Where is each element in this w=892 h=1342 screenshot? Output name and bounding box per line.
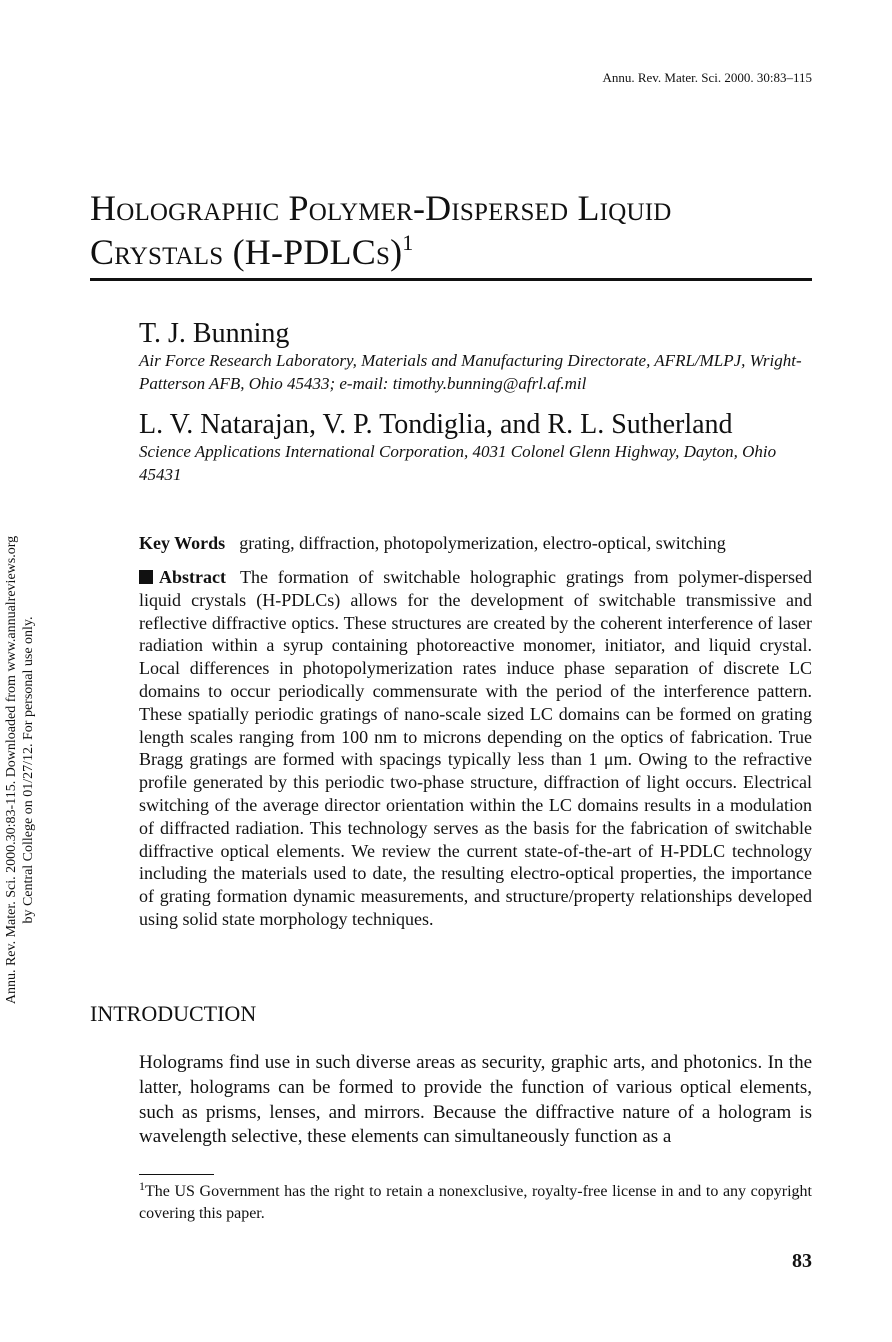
download-notice-line-1: Annu. Rev. Mater. Sci. 2000.30:83-115. Downloaded from www.annualreviews.org [4,535,19,1005]
title-line-1: Holographic Polymer-Dispersed Liquid [90,188,672,228]
keywords [139,531,812,555]
abstract-label: Abstract [159,567,226,587]
title-footnote-mark: 1 [402,230,414,255]
author-affiliation-1: Air Force Research Laboratory, Materials and Manufacturing Directorate, AFRL/MLPJ, Wright-Patterson AFB, Ohio 45433; e-mail: timothy.bunning@afrl.af.mil [139,351,802,393]
keywords-label: Key Words [139,533,226,553]
title-rule [90,278,812,281]
title-line-2: Crystals (H-PDLCs) [90,232,403,272]
keywords-text: grating, diffraction, photopolymerization, electro-optical, switching [239,533,726,553]
download-notice [3,390,37,1150]
abstract [139,566,812,931]
author-names-1: T. J. Bunning [139,318,290,349]
abstract-text: The formation of switchable holographic gratings from polymer-dispersed liquid crystals (H-PDLCs) allows for the development of switchable transmissive and reflective diffractive optics. These structures are created by the coherent interference of laser radiation within a syrup containing photoreactive monomer, initiator, and liquid crystal. Local differences in photopolymerization rates induce phase separation of discrete LC domains to occur periodically commensurate with the period of the interference pattern. These spatially periodic gratings of nano-scale sized LC domains can be formed on grating length scales ranging from 100 nm to microns depending on the optics of fabrication. True Bragg gratings are formed with spacings typically less than 1 μm. Owing to the refractive profile generated by this periodic two-phase structure, diffraction of light occurs. Electrical switching of the average director orientation within the LC domains results in a modulation of diffracted radiation. This technology serves as the basis for the fabrication of switchable diffractive optical elements. We review the current state-of-the-art of H-PDLC technology including the materials used to date, the resulting electro-optical properties, the importance of grating formation dynamic measurements, and structure/property relationships developed using solid state morphology techniques. [139,567,812,929]
intro-paragraph: Holograms find use in such diverse areas as security, graphic arts, and photonics. In the latter, holograms can be formed to provide the function of various optical elements, such as prisms, lenses, and mirrors. Because the diffractive nature of a hologram is wavelength selective, these elements can simultaneously function as a [139,1052,812,1148]
section-heading-introduction: INTRODUCTION [90,1001,257,1026]
running-head: Annu. Rev. Mater. Sci. 2000. 30:83–115 [602,70,812,85]
page-number: 83 [792,1250,812,1272]
footnote-mark: 1 [139,1179,145,1193]
download-notice-line-2: by Central College on 01/27/12. For personal use only. [21,616,36,924]
author-affiliation-2: Science Applications International Corporation, 4031 Colonel Glenn Highway, Dayton, Ohio 45431 [139,442,777,484]
footnote-text: The US Government has the right to retain a nonexclusive, royalty-free license in and to any copyright covering this paper. [139,1183,812,1222]
footnote [139,1181,812,1225]
square-bullet-icon [139,570,153,584]
author-names-2: L. V. Natarajan, V. P. Tondiglia, and R. L. Sutherland [139,409,733,440]
footnote-rule [139,1174,214,1175]
article-title [90,186,812,274]
